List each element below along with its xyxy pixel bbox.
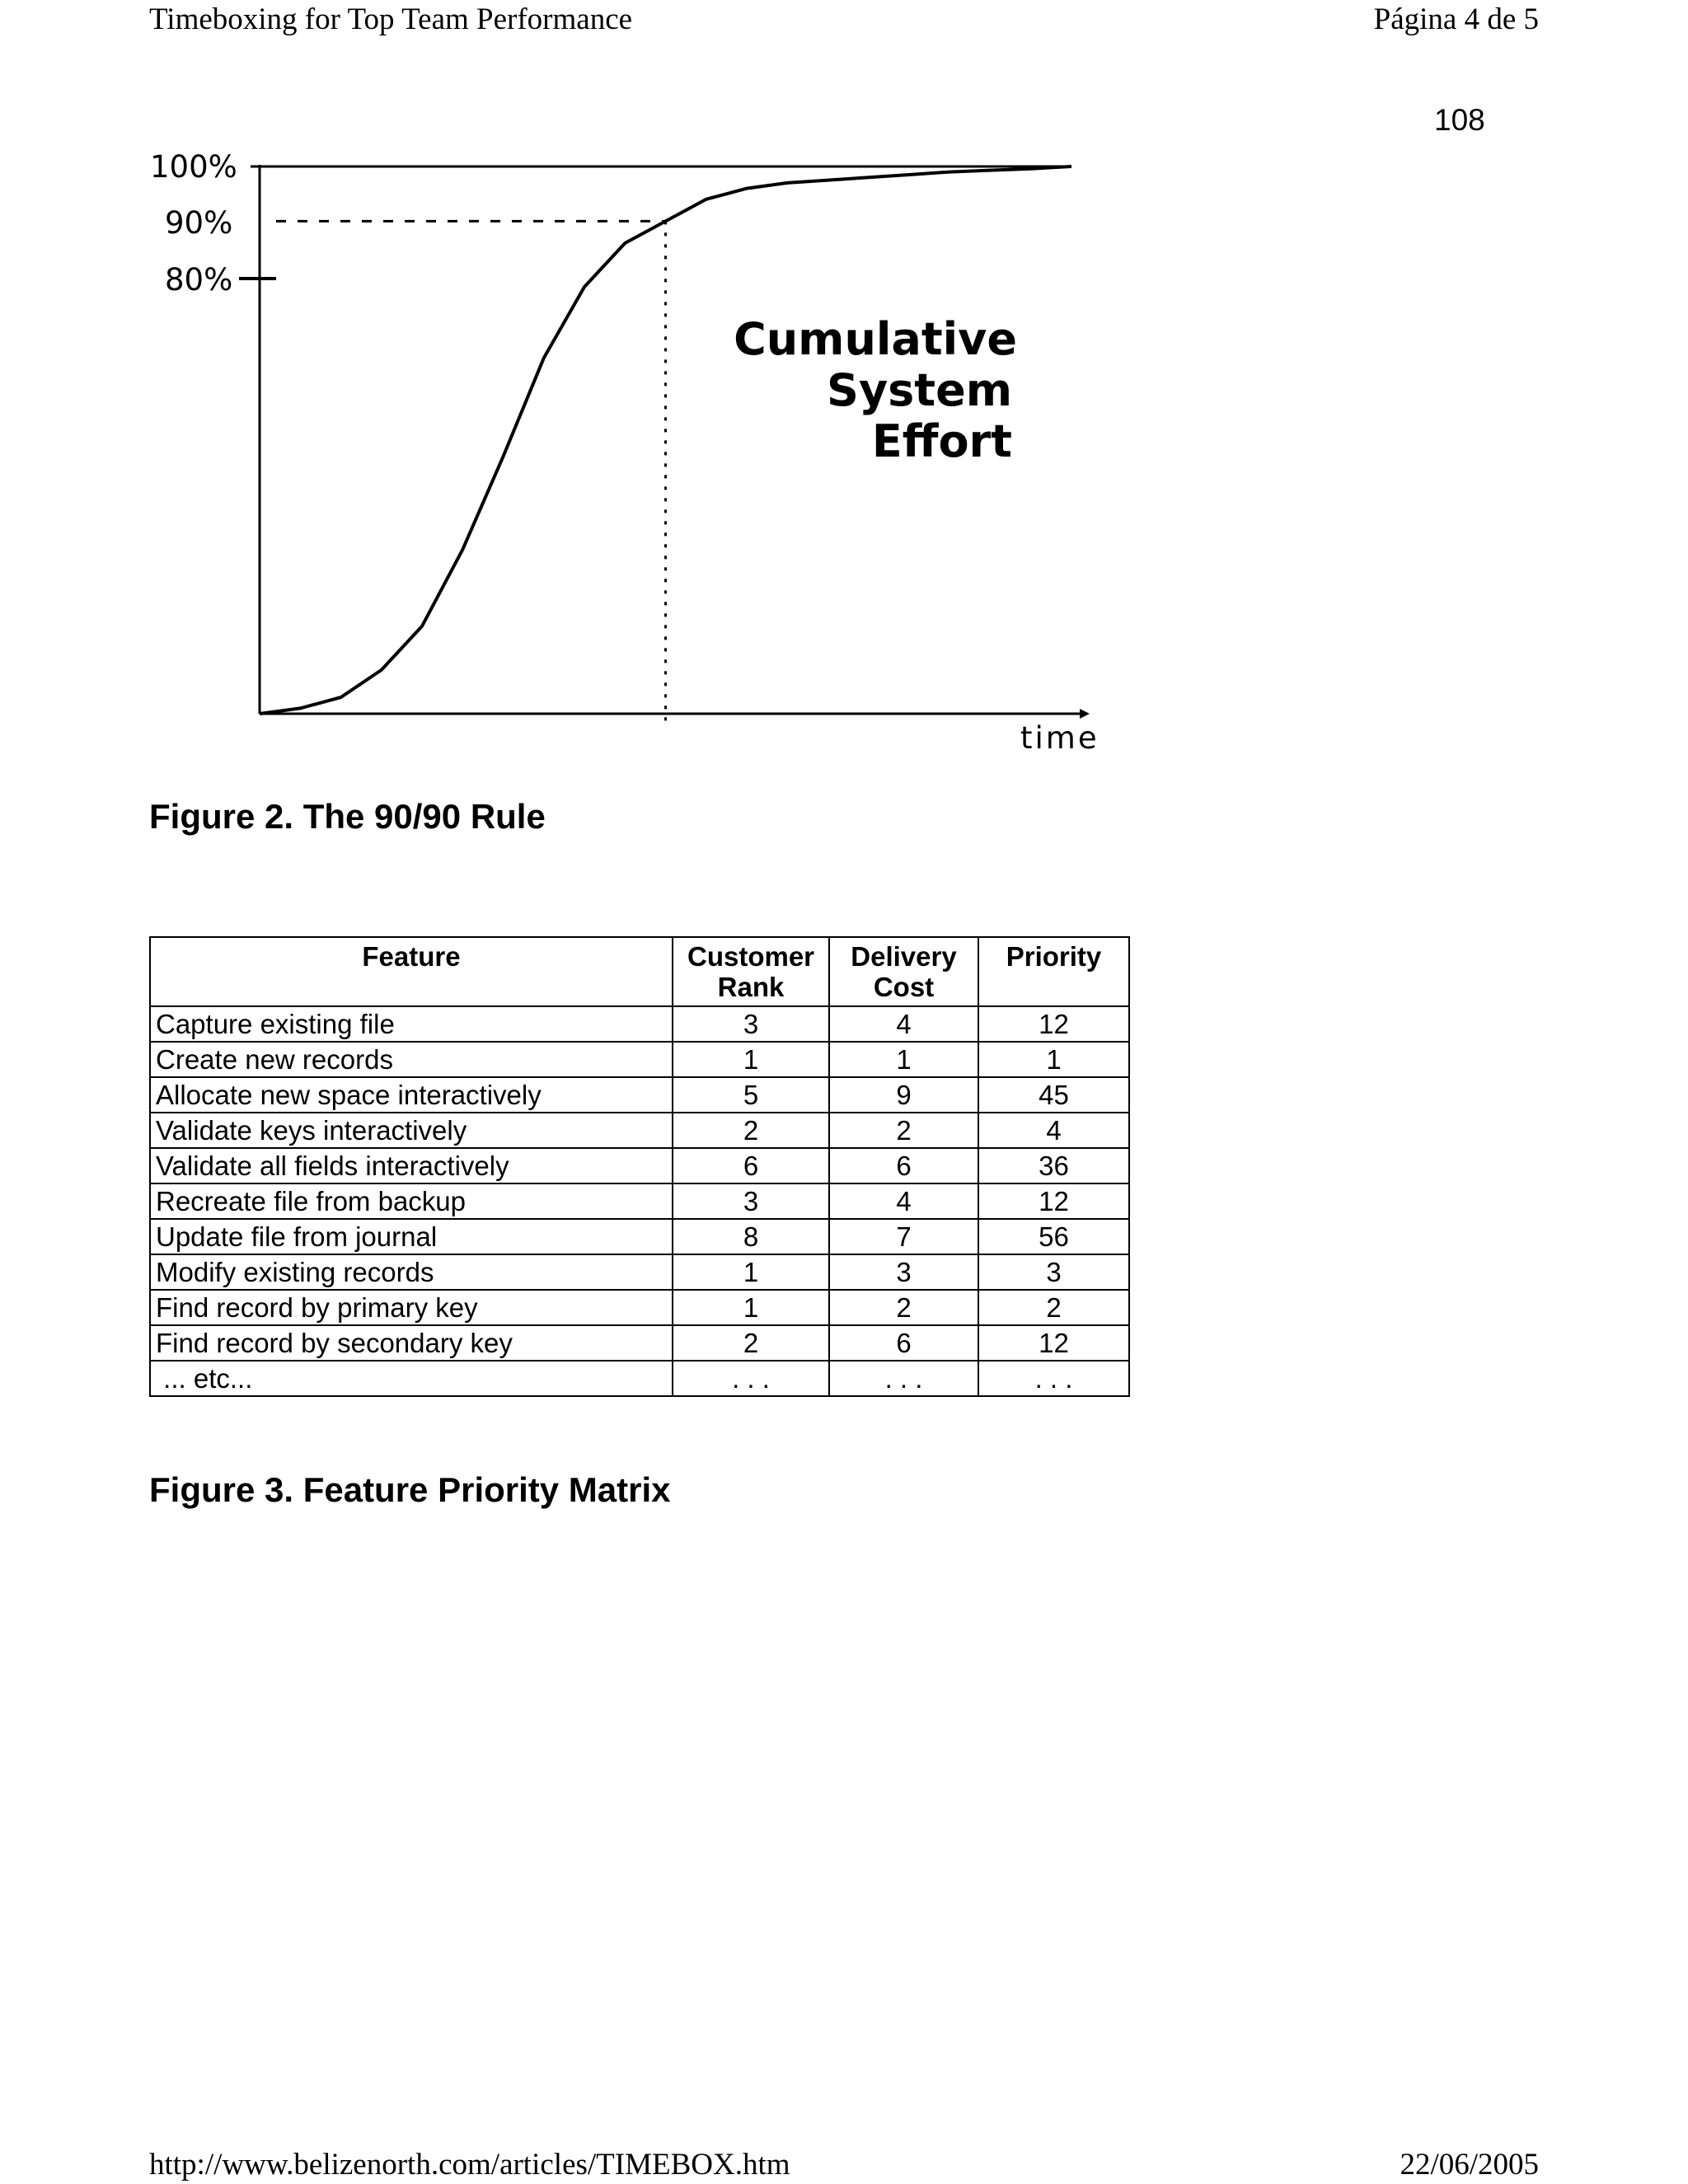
x-axis	[260, 709, 1090, 719]
table-row	[150, 1254, 1129, 1290]
delivery-cost-cell: 4	[829, 1006, 978, 1042]
customer-rank-cell: 1	[673, 1290, 829, 1325]
customer-rank-cell: 6	[673, 1148, 829, 1183]
delivery-cost-cell: 6	[829, 1148, 978, 1183]
delivery-cost-cell: 4	[829, 1183, 978, 1219]
customer-rank-cell: 5	[673, 1077, 829, 1113]
y-tick-label-80: 80%	[165, 262, 233, 298]
priority-cell: 36	[978, 1148, 1129, 1183]
feature-cell: Validate keys interactively	[150, 1113, 673, 1148]
table-row	[150, 1290, 1129, 1325]
delivery-cost-cell: 7	[829, 1219, 978, 1254]
header-page-of: Página 4 de 5	[1373, 2, 1539, 36]
feature-cell: Create new records	[150, 1042, 673, 1077]
delivery-cost-cell: 2	[829, 1113, 978, 1148]
page-number: 108	[1434, 103, 1485, 137]
feature-cell: Validate all fields interactively	[150, 1148, 673, 1183]
header-priority: Priority	[978, 937, 1129, 1006]
y-tick-label-100: 100%	[150, 149, 237, 185]
priority-cell: 12	[978, 1183, 1129, 1219]
customer-rank-cell: 8	[673, 1219, 829, 1254]
table-row	[150, 1042, 1129, 1077]
feature-cell: Update file from journal	[150, 1219, 673, 1254]
feature-cell: Find record by secondary key	[150, 1325, 673, 1361]
delivery-cost-cell: 6	[829, 1325, 978, 1361]
y-tick-label-90: 90%	[165, 205, 233, 241]
header-title: Timeboxing for Top Team Performance	[149, 2, 633, 36]
x-axis-label: time	[1020, 720, 1100, 756]
customer-rank-cell: 2	[673, 1325, 829, 1361]
feature-cell: Allocate new space interactively	[150, 1077, 673, 1113]
table-row	[150, 1148, 1129, 1183]
priority-cell: 2	[978, 1290, 1129, 1325]
customer-rank-cell: 1	[673, 1254, 829, 1290]
customer-rank-cell: 3	[673, 1183, 829, 1219]
priority-cell: 1	[978, 1042, 1129, 1077]
customer-rank-cell: 3	[673, 1006, 829, 1042]
feature-cell: Modify existing records	[150, 1254, 673, 1290]
table-row	[150, 1361, 1129, 1396]
header-customer-rank: Customer Rank	[673, 937, 829, 1006]
table-row	[150, 1113, 1129, 1148]
delivery-cost-cell: . . .	[829, 1361, 978, 1396]
priority-cell: 4	[978, 1113, 1129, 1148]
chart-title-line-2: System	[827, 364, 1012, 416]
priority-cell: 45	[978, 1077, 1129, 1113]
feature-priority-table	[149, 936, 1130, 1397]
delivery-cost-cell: 1	[829, 1042, 978, 1077]
feature-cell: Recreate file from backup	[150, 1183, 673, 1219]
delivery-cost-cell: 9	[829, 1077, 978, 1113]
footer-date: 22/06/2005	[1400, 2148, 1539, 2182]
chart-title-line-3: Effort	[871, 415, 1012, 467]
figure-2-caption: Figure 2. The 90/90 Rule	[149, 797, 546, 836]
delivery-cost-cell: 2	[829, 1290, 978, 1325]
priority-cell: 12	[978, 1325, 1129, 1361]
table-row	[150, 1183, 1129, 1219]
footer-url: http://www.belizenorth.com/articles/TIMEBOX.htm	[149, 2148, 790, 2182]
header-feature: Feature	[150, 937, 673, 1006]
table-row	[150, 1077, 1129, 1113]
feature-cell: ... etc...	[150, 1361, 673, 1396]
feature-cell: Find record by primary key	[150, 1290, 673, 1325]
table-header-row	[150, 937, 1129, 1006]
table-row	[150, 1006, 1129, 1042]
customer-rank-cell: 2	[673, 1113, 829, 1148]
cumulative-effort-chart	[140, 140, 1113, 766]
priority-cell: 56	[978, 1219, 1129, 1254]
priority-cell: . . .	[978, 1361, 1129, 1396]
table-row	[150, 1219, 1129, 1254]
table-row	[150, 1325, 1129, 1361]
figure-3-caption: Figure 3. Feature Priority Matrix	[149, 1470, 671, 1509]
feature-cell: Capture existing file	[150, 1006, 673, 1042]
chart-title-line-1: Cumulative	[734, 313, 1017, 365]
delivery-cost-cell: 3	[829, 1254, 978, 1290]
priority-cell: 12	[978, 1006, 1129, 1042]
customer-rank-cell: 1	[673, 1042, 829, 1077]
customer-rank-cell: . . .	[673, 1361, 829, 1396]
header-delivery-cost: Delivery Cost	[829, 937, 978, 1006]
priority-cell: 3	[978, 1254, 1129, 1290]
